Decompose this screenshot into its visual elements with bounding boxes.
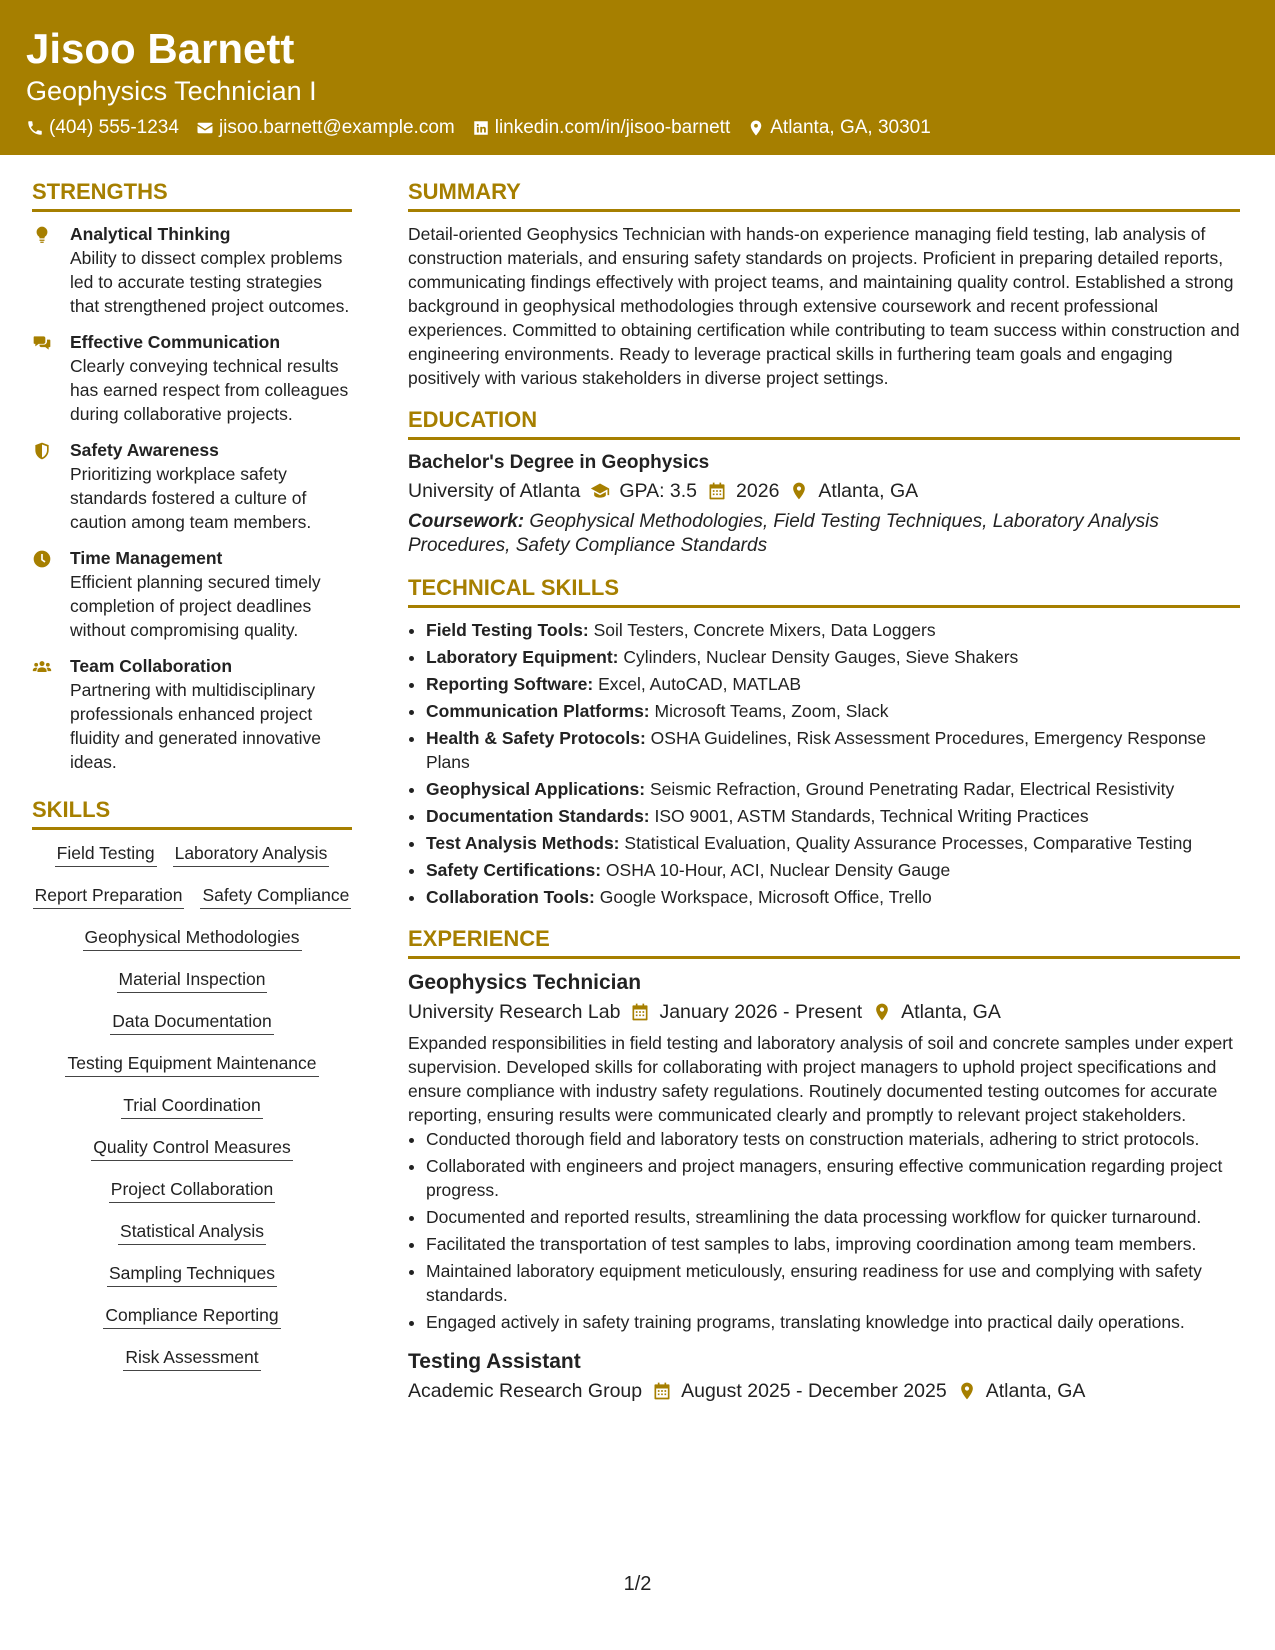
skill-tag: Risk Assessment bbox=[123, 1344, 260, 1371]
coursework-text: Geophysical Methodologies, Field Testing Techniques, Laboratory Analysis Procedures, Safety Compliance Standards bbox=[408, 511, 1159, 556]
education-school: University of Atlanta bbox=[408, 480, 581, 502]
users-icon bbox=[32, 657, 52, 677]
skill-tag: Report Preparation bbox=[33, 882, 185, 909]
tech-skill-label: Test Analysis Methods: bbox=[426, 833, 620, 853]
tech-skill-label: Geophysical Applications: bbox=[426, 779, 646, 799]
education-degree: Bachelor's Degree in Geophysics bbox=[408, 452, 710, 473]
technical-skills-list bbox=[408, 618, 1240, 909]
education-gpa: GPA: 3.5 bbox=[619, 480, 698, 502]
candidate-name: Jisoo Barnett bbox=[26, 25, 295, 72]
strength-item bbox=[32, 438, 352, 534]
linkedin-icon bbox=[472, 119, 490, 137]
tech-skill-item bbox=[426, 831, 1240, 855]
strength-description: Partnering with multidisciplinary professionals enhanced project fluidity and generated innovative ideas. bbox=[70, 680, 322, 772]
map-marker-icon bbox=[789, 481, 809, 501]
location-text: Atlanta, GA, 30301 bbox=[770, 117, 931, 138]
skill-tag: Field Testing bbox=[55, 840, 157, 867]
calendar-icon bbox=[707, 481, 727, 501]
tech-skill-label: Field Testing Tools: bbox=[426, 620, 589, 640]
job-meta bbox=[408, 997, 1240, 1027]
job-bullet: • Collaborated with engineers and project managers, ensuring effective communication regarding project progress. bbox=[426, 1154, 1240, 1202]
calendar-icon bbox=[630, 1002, 650, 1022]
envelope-icon bbox=[196, 119, 214, 137]
tech-skill-value: Statistical Evaluation, Quality Assurance Processes, Comparative Testing bbox=[624, 833, 1193, 853]
strength-description: Efficient planning secured timely completion of project deadlines without compromising quality. bbox=[70, 572, 321, 640]
summary-heading: SUMMARY bbox=[408, 178, 1240, 212]
tech-skill-value: Seismic Refraction, Ground Penetrating Radar, Electrical Resistivity bbox=[650, 779, 1175, 799]
right-column bbox=[408, 178, 1240, 1406]
tech-skill-value: Google Workspace, Microsoft Office, Trello bbox=[599, 887, 932, 907]
skills-section bbox=[32, 796, 352, 1371]
education-coursework bbox=[408, 510, 1240, 558]
strength-title: Analytical Thinking bbox=[70, 224, 231, 244]
tech-skill-label: Documentation Standards: bbox=[426, 806, 650, 826]
linkedin-link[interactable]: linkedin.com/in/jisoo-barnett bbox=[494, 117, 731, 138]
comments-icon bbox=[32, 333, 52, 353]
graduation-cap-icon bbox=[590, 481, 610, 501]
skill-tag: Material Inspection bbox=[117, 966, 268, 993]
job-title: Geophysics Technician bbox=[408, 971, 642, 994]
tech-skill-item bbox=[426, 777, 1240, 801]
tech-skill-item bbox=[426, 804, 1240, 828]
tech-skill-label: Safety Certifications: bbox=[426, 860, 602, 880]
skill-tag: Statistical Analysis bbox=[118, 1218, 266, 1245]
education-meta bbox=[408, 476, 1240, 506]
contact-email[interactable] bbox=[196, 116, 455, 140]
phone-icon bbox=[26, 119, 44, 137]
tech-skill-item bbox=[426, 858, 1240, 882]
job-bullets bbox=[408, 1127, 1240, 1334]
job-company: Academic Research Group bbox=[408, 1380, 643, 1402]
shield-icon bbox=[32, 441, 52, 461]
job-location: Atlanta, GA bbox=[901, 1001, 1001, 1023]
job-bullet: • Maintained laboratory equipment meticulously, ensuring readiness for use and complying with safety standards. bbox=[426, 1259, 1240, 1307]
tech-skill-value: OSHA 10-Hour, ACI, Nuclear Density Gauge bbox=[605, 860, 951, 880]
strength-item bbox=[32, 654, 352, 774]
education-heading: EDUCATION bbox=[408, 406, 1240, 440]
contact-phone bbox=[26, 116, 179, 140]
tech-skill-label: Health & Safety Protocols: bbox=[426, 728, 646, 748]
map-marker-icon bbox=[747, 119, 765, 137]
candidate-title: Geophysics Technician I bbox=[26, 76, 317, 106]
tech-skill-value: Cylinders, Nuclear Density Gauges, Sieve Shakers bbox=[623, 647, 1019, 667]
experience-heading: EXPERIENCE bbox=[408, 925, 1240, 959]
strength-item bbox=[32, 330, 352, 426]
strength-title: Time Management bbox=[70, 548, 223, 568]
tech-skill-label: Collaboration Tools: bbox=[426, 887, 595, 907]
coursework-label: Coursework: bbox=[408, 511, 525, 532]
email-link[interactable]: jisoo.barnett@example.com bbox=[218, 117, 455, 138]
skill-tag: Laboratory Analysis bbox=[173, 840, 330, 867]
job-bullet: • Conducted thorough field and laboratory tests on construction materials, adhering to strict protocols. bbox=[426, 1127, 1240, 1151]
skill-tag: Data Documentation bbox=[110, 1008, 274, 1035]
experience-section bbox=[408, 925, 1240, 1406]
strengths-heading: STRENGTHS bbox=[32, 178, 352, 212]
tech-skill-value: Soil Testers, Concrete Mixers, Data Loggers bbox=[593, 620, 936, 640]
resume-header bbox=[0, 0, 1275, 155]
contact-location bbox=[747, 116, 931, 140]
education-year: 2026 bbox=[736, 480, 780, 502]
summary-section bbox=[408, 178, 1240, 390]
tech-skill-value: OSHA Guidelines, Risk Assessment Procedures, Emergency Response Plans bbox=[426, 728, 1207, 772]
strengths-section bbox=[32, 178, 352, 774]
tech-skill-value: Microsoft Teams, Zoom, Slack bbox=[654, 701, 889, 721]
tech-skill-label: Reporting Software: bbox=[426, 674, 594, 694]
strength-item bbox=[32, 546, 352, 642]
lightbulb-icon bbox=[32, 225, 52, 245]
education-section bbox=[408, 406, 1240, 558]
phone-text: (404) 555-1234 bbox=[49, 117, 179, 138]
tech-skill-label: Laboratory Equipment: bbox=[426, 647, 619, 667]
skill-tag: Compliance Reporting bbox=[103, 1302, 280, 1329]
skill-tag: Sampling Techniques bbox=[107, 1260, 277, 1287]
skill-tag: Project Collaboration bbox=[109, 1176, 275, 1203]
experience-entry bbox=[408, 1348, 1240, 1406]
tech-skill-item bbox=[426, 645, 1240, 669]
contact-linkedin[interactable] bbox=[472, 116, 731, 140]
strength-description: Clearly conveying technical results has earned respect from colleagues during collaborative projects. bbox=[70, 356, 349, 424]
map-marker-icon bbox=[957, 1381, 977, 1401]
strength-title: Safety Awareness bbox=[70, 440, 219, 460]
job-meta bbox=[408, 1376, 1240, 1406]
tech-skill-item bbox=[426, 885, 1240, 909]
clock-icon bbox=[32, 549, 52, 569]
strength-title: Effective Communication bbox=[70, 332, 281, 352]
job-bullet: • Engaged actively in safety training programs, translating knowledge into practical daily operations. bbox=[426, 1310, 1240, 1334]
calendar-icon bbox=[652, 1381, 672, 1401]
tech-skill-value: Excel, AutoCAD, MATLAB bbox=[598, 674, 802, 694]
skill-tag: Safety Compliance bbox=[200, 882, 351, 909]
job-description: Expanded responsibilities in field testing and laboratory analysis of soil and concrete samples under expert supervision. Developed skills for collaborating with project managers to uphold project specifications and ensure compliance with industry safety regulations. Routinely documented testing outcomes for accurate reporting, ensuring results were communicated clearly and promptly to relevant project stakeholders. bbox=[408, 1033, 1233, 1125]
technical-skills-heading: TECHNICAL SKILLS bbox=[408, 574, 1240, 608]
tech-skill-item bbox=[426, 726, 1240, 774]
job-title: Testing Assistant bbox=[408, 1350, 581, 1373]
map-marker-icon bbox=[872, 1002, 892, 1022]
job-company: University Research Lab bbox=[408, 1001, 621, 1023]
skills-heading: SKILLS bbox=[32, 796, 352, 830]
experience-entry bbox=[408, 969, 1240, 1334]
strength-description: Ability to dissect complex problems led to accurate testing strategies that strengthened project outcomes. bbox=[70, 248, 350, 316]
summary-text: Detail-oriented Geophysics Technician with hands-on experience managing field testing, lab analysis of construction materials, and ensuring safety standards on projects. Proficient in preparing detailed reports, communicating findings effectively with project teams, and maintaining quality control. Established a strong background in geophysical methodologies through extensive coursework and recent professional experiences. Committed to obtaining certification while contributing to team success within construction and engineering environments. Ready to leverage practical skills in furthering team goals and engaging positively with various stakeholders in diverse project settings. bbox=[408, 224, 1240, 388]
job-bullet: • Documented and reported results, streamlining the data processing workflow for quicker turnaround. bbox=[426, 1205, 1240, 1229]
page-number: 1/2 bbox=[623, 1573, 652, 1595]
strength-description: Prioritizing workplace safety standards fostered a culture of caution among team members. bbox=[70, 464, 312, 532]
skill-tag: Quality Control Measures bbox=[91, 1134, 292, 1161]
left-column bbox=[32, 178, 352, 1371]
skill-tag: Trial Coordination bbox=[121, 1092, 262, 1119]
contact-info bbox=[26, 116, 931, 140]
skill-tag: Testing Equipment Maintenance bbox=[65, 1050, 318, 1077]
education-location: Atlanta, GA bbox=[818, 480, 919, 502]
tech-skill-item bbox=[426, 672, 1240, 696]
tech-skill-label: Communication Platforms: bbox=[426, 701, 650, 721]
skill-tag: Geophysical Methodologies bbox=[83, 924, 302, 951]
tech-skill-value: ISO 9001, ASTM Standards, Technical Writing Practices bbox=[654, 806, 1089, 826]
tech-skill-item bbox=[426, 618, 1240, 642]
technical-skills-section bbox=[408, 574, 1240, 909]
job-dates: August 2025 - December 2025 bbox=[681, 1380, 947, 1402]
strength-title: Team Collaboration bbox=[70, 656, 233, 676]
tech-skill-item bbox=[426, 699, 1240, 723]
skills-list bbox=[32, 840, 352, 1371]
job-location: Atlanta, GA bbox=[985, 1380, 1086, 1402]
strength-item bbox=[32, 222, 352, 318]
job-dates: January 2026 - Present bbox=[659, 1001, 863, 1023]
job-bullet: • Facilitated the transportation of test samples to labs, improving coordination among team members. bbox=[426, 1232, 1240, 1256]
